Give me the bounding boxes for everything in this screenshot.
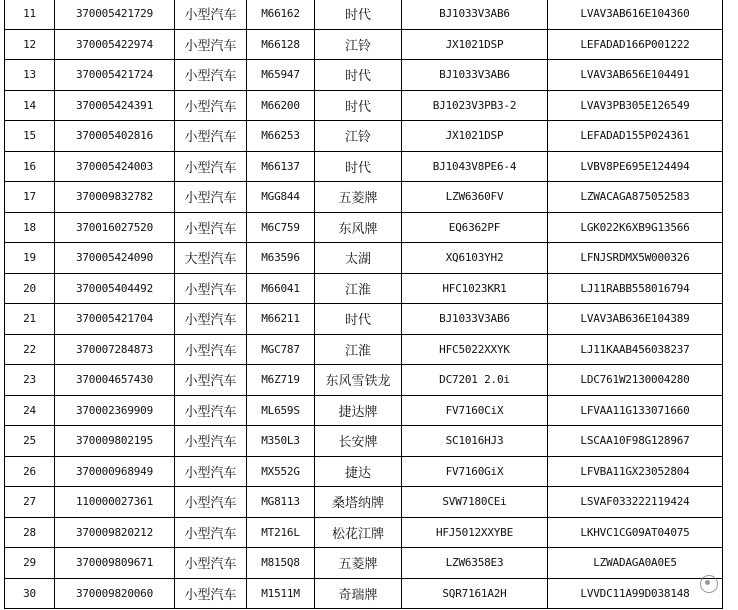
cell-row-index: 25 bbox=[5, 426, 55, 457]
cell-row-index: 11 bbox=[5, 0, 55, 29]
cell-record-id: 370009820060 bbox=[55, 578, 175, 609]
cell-row-index: 24 bbox=[5, 395, 55, 426]
cell-brand: 捷达牌 bbox=[315, 395, 402, 426]
cell-model: JX1021DSP bbox=[402, 29, 548, 60]
table-row bbox=[5, 273, 723, 304]
cell-brand: 东风雪铁龙 bbox=[315, 365, 402, 396]
cell-brand: 江铃 bbox=[315, 121, 402, 152]
cell-row-index: 20 bbox=[5, 273, 55, 304]
cell-vin: LEFADAD166P001222 bbox=[548, 29, 723, 60]
cell-vehicle-type: 小型汽车 bbox=[175, 395, 247, 426]
cell-vin: LGK022K6XB9G13566 bbox=[548, 212, 723, 243]
cell-vin: LVAV3PB305E126549 bbox=[548, 90, 723, 121]
table-row bbox=[5, 304, 723, 335]
cell-vin: LVBV8PE695E124494 bbox=[548, 151, 723, 182]
cell-plate-number: M6C759 bbox=[247, 212, 315, 243]
cell-vin: LEFADAD155P024361 bbox=[548, 121, 723, 152]
cell-record-id: 370004657430 bbox=[55, 365, 175, 396]
cell-row-index: 29 bbox=[5, 548, 55, 579]
cell-vin: LZWADAGA0A0E5 bbox=[548, 548, 723, 579]
cell-model: FV7160CiX bbox=[402, 395, 548, 426]
cell-vehicle-type: 小型汽车 bbox=[175, 334, 247, 365]
cell-record-id: 370016027520 bbox=[55, 212, 175, 243]
cell-vehicle-type: 小型汽车 bbox=[175, 578, 247, 609]
cell-plate-number: M66211 bbox=[247, 304, 315, 335]
cell-vehicle-type: 小型汽车 bbox=[175, 60, 247, 91]
table-row bbox=[5, 0, 723, 29]
cell-vin: LVAV3AB616E104360 bbox=[548, 0, 723, 29]
cell-vehicle-type: 小型汽车 bbox=[175, 182, 247, 213]
cell-row-index: 26 bbox=[5, 456, 55, 487]
cell-row-index: 27 bbox=[5, 487, 55, 518]
cell-brand: 时代 bbox=[315, 304, 402, 335]
cell-model: BJ1043V8PE6-4 bbox=[402, 151, 548, 182]
cell-vin: LVAV3AB656E104491 bbox=[548, 60, 723, 91]
vehicle-table-body bbox=[5, 0, 723, 609]
cell-record-id: 370009802195 bbox=[55, 426, 175, 457]
cell-plate-number: M66200 bbox=[247, 90, 315, 121]
cell-model: BJ1023V3PB3-2 bbox=[402, 90, 548, 121]
cell-brand: 时代 bbox=[315, 60, 402, 91]
cell-record-id: 370005424090 bbox=[55, 243, 175, 274]
table-row bbox=[5, 456, 723, 487]
table-row bbox=[5, 395, 723, 426]
cell-row-index: 23 bbox=[5, 365, 55, 396]
cell-vin: LDC761W2130004280 bbox=[548, 365, 723, 396]
cell-model: BJ1033V3AB6 bbox=[402, 60, 548, 91]
cell-vehicle-type: 小型汽车 bbox=[175, 273, 247, 304]
cell-row-index: 16 bbox=[5, 151, 55, 182]
cell-record-id: 370009820212 bbox=[55, 517, 175, 548]
cell-brand: 时代 bbox=[315, 90, 402, 121]
cell-row-index: 19 bbox=[5, 243, 55, 274]
cell-model: HFC1023KR1 bbox=[402, 273, 548, 304]
cell-vin: LVAV3AB636E104389 bbox=[548, 304, 723, 335]
cell-record-id: 370005421724 bbox=[55, 60, 175, 91]
cell-row-index: 13 bbox=[5, 60, 55, 91]
cell-row-index: 21 bbox=[5, 304, 55, 335]
table-row bbox=[5, 517, 723, 548]
cell-model: SQR7161A2H bbox=[402, 578, 548, 609]
cell-record-id: 370009832782 bbox=[55, 182, 175, 213]
cell-model: SVW7180CEi bbox=[402, 487, 548, 518]
cell-vehicle-type: 小型汽车 bbox=[175, 304, 247, 335]
cell-model: JX1021DSP bbox=[402, 121, 548, 152]
cell-record-id: 370002369909 bbox=[55, 395, 175, 426]
cell-vehicle-type: 大型汽车 bbox=[175, 243, 247, 274]
cell-plate-number: M66253 bbox=[247, 121, 315, 152]
cell-row-index: 28 bbox=[5, 517, 55, 548]
cell-model: HFJ5012XXYBE bbox=[402, 517, 548, 548]
table-row bbox=[5, 60, 723, 91]
table-row bbox=[5, 334, 723, 365]
table-row bbox=[5, 151, 723, 182]
table-row bbox=[5, 578, 723, 609]
cell-model: BJ1033V3AB6 bbox=[402, 304, 548, 335]
cell-plate-number: M63596 bbox=[247, 243, 315, 274]
cell-plate-number: M66041 bbox=[247, 273, 315, 304]
cell-model: BJ1033V3AB6 bbox=[402, 0, 548, 29]
cell-vin: LKHVC1CG09AT04075 bbox=[548, 517, 723, 548]
cell-brand: 江铃 bbox=[315, 29, 402, 60]
cell-vehicle-type: 小型汽车 bbox=[175, 426, 247, 457]
cell-brand: 东风牌 bbox=[315, 212, 402, 243]
cell-row-index: 30 bbox=[5, 578, 55, 609]
cell-plate-number: M66128 bbox=[247, 29, 315, 60]
cell-plate-number: MX552G bbox=[247, 456, 315, 487]
cell-row-index: 22 bbox=[5, 334, 55, 365]
cell-record-id: 370005404492 bbox=[55, 273, 175, 304]
cell-plate-number: MGC787 bbox=[247, 334, 315, 365]
cell-record-id: 370007284873 bbox=[55, 334, 175, 365]
cell-vin: LSVAF033222119424 bbox=[548, 487, 723, 518]
cell-vin: LFVBA11GX23052804 bbox=[548, 456, 723, 487]
cell-brand: 长安牌 bbox=[315, 426, 402, 457]
cell-vehicle-type: 小型汽车 bbox=[175, 121, 247, 152]
cell-vehicle-type: 小型汽车 bbox=[175, 212, 247, 243]
cell-record-id: 370005422974 bbox=[55, 29, 175, 60]
cell-model: DC7201 2.0i bbox=[402, 365, 548, 396]
cell-brand: 江淮 bbox=[315, 334, 402, 365]
table-row bbox=[5, 365, 723, 396]
cell-brand: 捷达 bbox=[315, 456, 402, 487]
cell-vin: LJ11RABB558016794 bbox=[548, 273, 723, 304]
cell-row-index: 12 bbox=[5, 29, 55, 60]
cell-row-index: 14 bbox=[5, 90, 55, 121]
cell-row-index: 18 bbox=[5, 212, 55, 243]
cell-brand: 太湖 bbox=[315, 243, 402, 274]
cell-brand: 江淮 bbox=[315, 273, 402, 304]
cell-brand: 时代 bbox=[315, 0, 402, 29]
cell-model: SC1016HJ3 bbox=[402, 426, 548, 457]
cell-vehicle-type: 小型汽车 bbox=[175, 456, 247, 487]
cell-model: LZW6358E3 bbox=[402, 548, 548, 579]
cell-plate-number: M350L3 bbox=[247, 426, 315, 457]
cell-record-id: 370005421729 bbox=[55, 0, 175, 29]
cell-vehicle-type: 小型汽车 bbox=[175, 487, 247, 518]
cell-row-index: 15 bbox=[5, 121, 55, 152]
cell-row-index: 17 bbox=[5, 182, 55, 213]
cell-plate-number: ML659S bbox=[247, 395, 315, 426]
cell-brand: 五菱牌 bbox=[315, 182, 402, 213]
vehicle-table bbox=[4, 0, 723, 609]
cell-brand: 五菱牌 bbox=[315, 548, 402, 579]
cell-record-id: 370005402816 bbox=[55, 121, 175, 152]
cell-model: FV7160GiX bbox=[402, 456, 548, 487]
cell-vin: LVVDC11A99D038148 bbox=[548, 578, 723, 609]
cell-model: EQ6362PF bbox=[402, 212, 548, 243]
table-row bbox=[5, 29, 723, 60]
cell-vehicle-type: 小型汽车 bbox=[175, 29, 247, 60]
cell-vehicle-type: 小型汽车 bbox=[175, 90, 247, 121]
cell-model: HFC5022XXYK bbox=[402, 334, 548, 365]
cell-brand: 桑塔纳牌 bbox=[315, 487, 402, 518]
cell-plate-number: M6Z719 bbox=[247, 365, 315, 396]
table-row bbox=[5, 212, 723, 243]
cell-vehicle-type: 小型汽车 bbox=[175, 0, 247, 29]
cell-model: XQ6103YH2 bbox=[402, 243, 548, 274]
cell-vin: LFVAA11G133071660 bbox=[548, 395, 723, 426]
cell-plate-number: MGG844 bbox=[247, 182, 315, 213]
cell-plate-number: MG8113 bbox=[247, 487, 315, 518]
cell-record-id: 370005424391 bbox=[55, 90, 175, 121]
cell-brand: 时代 bbox=[315, 151, 402, 182]
cell-plate-number: M815Q8 bbox=[247, 548, 315, 579]
cell-plate-number: MT216L bbox=[247, 517, 315, 548]
cell-brand: 松花江牌 bbox=[315, 517, 402, 548]
cell-plate-number: M65947 bbox=[247, 60, 315, 91]
cell-record-id: 370009809671 bbox=[55, 548, 175, 579]
cell-vehicle-type: 小型汽车 bbox=[175, 517, 247, 548]
cell-plate-number: M1511M bbox=[247, 578, 315, 609]
cell-vehicle-type: 小型汽车 bbox=[175, 365, 247, 396]
cell-vin: LFNJSRDMX5W000326 bbox=[548, 243, 723, 274]
cell-vin: LJ11KAAB456038237 bbox=[548, 334, 723, 365]
cell-record-id: 370005424003 bbox=[55, 151, 175, 182]
cell-vehicle-type: 小型汽车 bbox=[175, 548, 247, 579]
cell-vin: LZWACAGA875052583 bbox=[548, 182, 723, 213]
table-row bbox=[5, 182, 723, 213]
table-row bbox=[5, 90, 723, 121]
cell-record-id: 370000968949 bbox=[55, 456, 175, 487]
cell-record-id: 370005421704 bbox=[55, 304, 175, 335]
cell-model: LZW6360FV bbox=[402, 182, 548, 213]
table-row bbox=[5, 487, 723, 518]
cell-vehicle-type: 小型汽车 bbox=[175, 151, 247, 182]
cell-plate-number: M66162 bbox=[247, 0, 315, 29]
cell-vin: LSCAA10F98G128967 bbox=[548, 426, 723, 457]
table-row bbox=[5, 243, 723, 274]
table-row bbox=[5, 121, 723, 152]
table-row bbox=[5, 548, 723, 579]
cell-plate-number: M66137 bbox=[247, 151, 315, 182]
cell-record-id: 110000027361 bbox=[55, 487, 175, 518]
cell-brand: 奇瑞牌 bbox=[315, 578, 402, 609]
table-row bbox=[5, 426, 723, 457]
